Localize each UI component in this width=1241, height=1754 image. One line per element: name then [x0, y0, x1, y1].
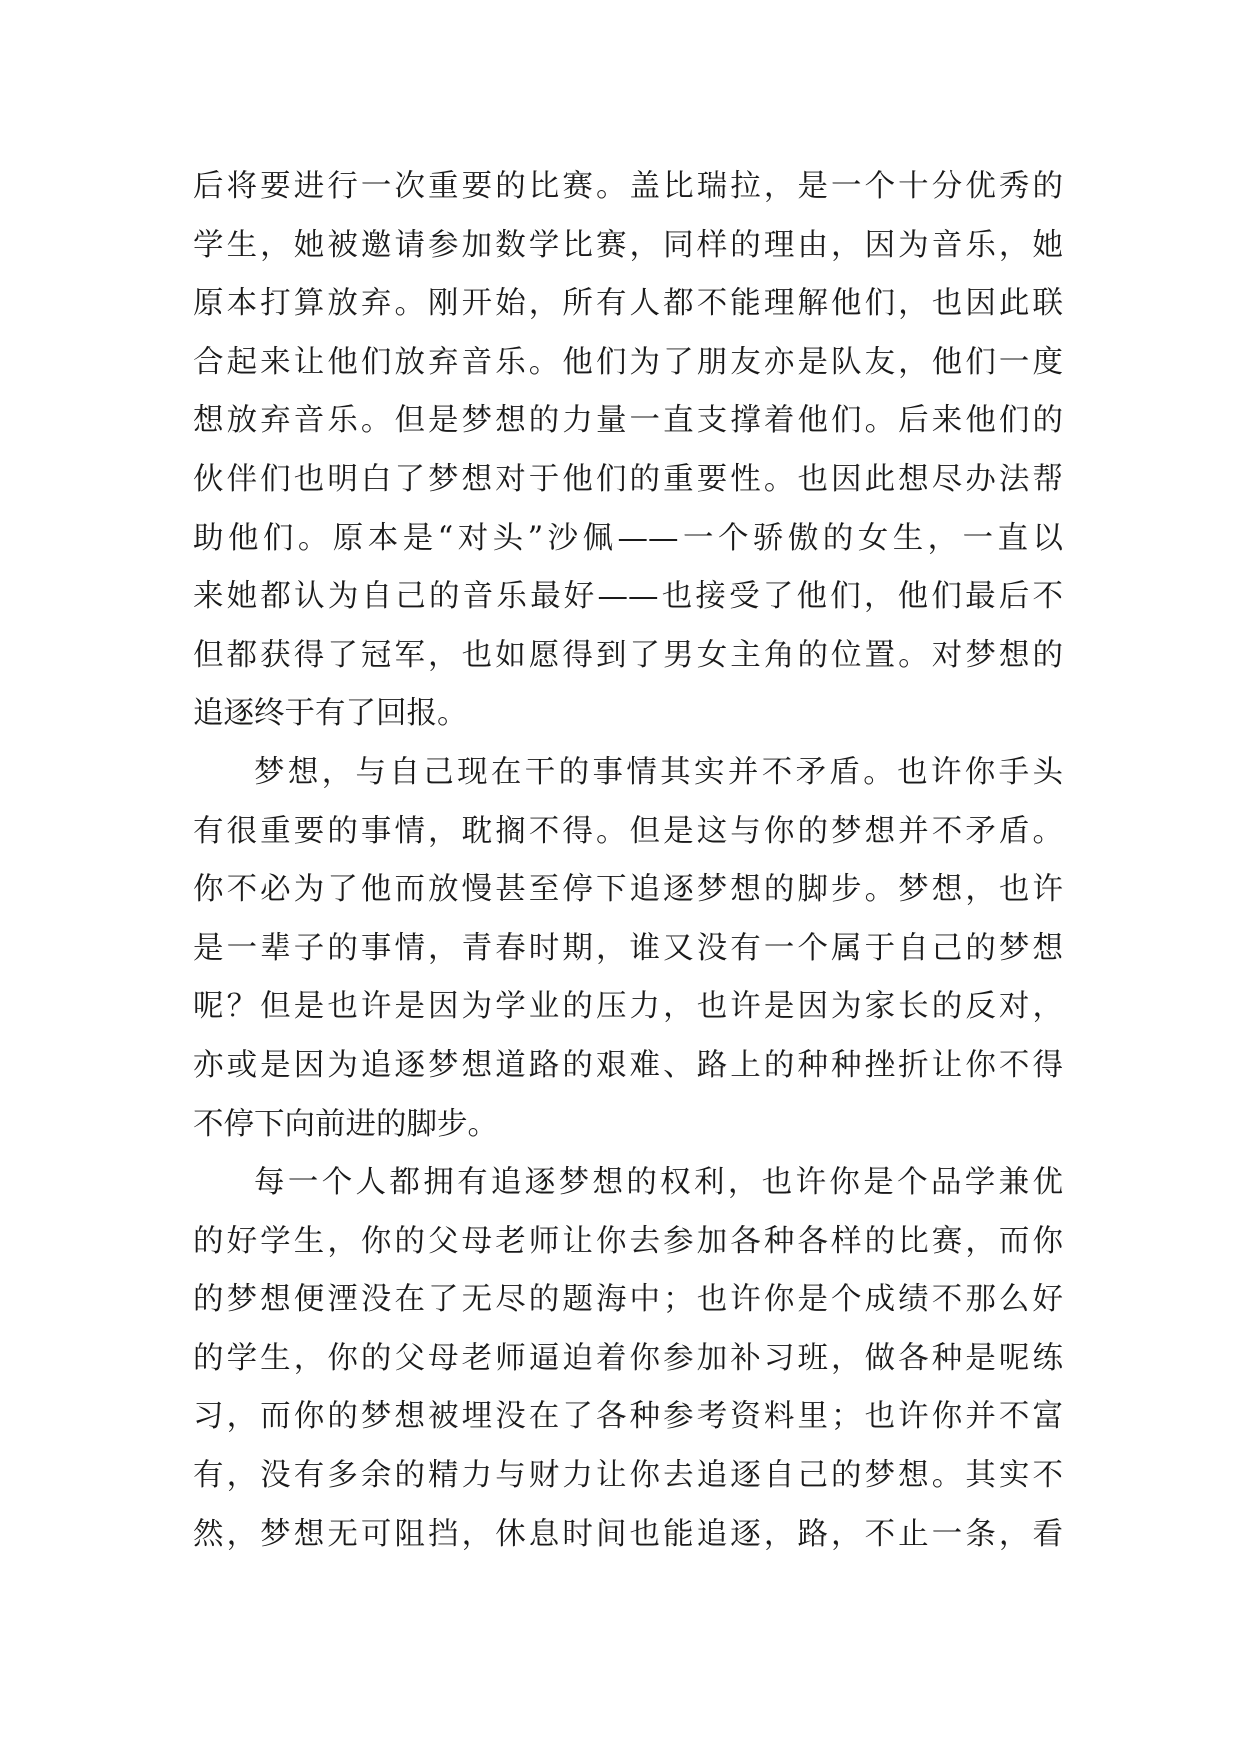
text-line: 来她都认为自己的音乐最好——也接受了他们，他们最后不: [193, 579, 1063, 615]
text-line: 不停下向前进的脚步。: [193, 1106, 498, 1142]
text-line: 梦想，与自己现在干的事情其实并不矛盾。也许你手头: [254, 754, 1063, 790]
text-line: 是一辈子的事情，青春时期，谁又没有一个属于自己的梦想: [193, 930, 1063, 966]
text-line: 呢？但是也许是因为学业的压力，也许是因为家长的反对，: [193, 989, 1063, 1025]
text-line: 原本打算放弃。刚开始，所有人都不能理解他们，也因此联: [193, 286, 1063, 322]
text-line: 的好学生，你的父母老师让你去参加各种各样的比赛，而你: [193, 1223, 1063, 1259]
text-line: 想放弃音乐。但是梦想的力量一直支撑着他们。后来他们的: [193, 403, 1063, 439]
text-line: 追逐终于有了回报。: [193, 696, 468, 732]
text-line: 的学生，你的父母老师逼迫着你参加补习班，做各种是呢练: [193, 1340, 1063, 1376]
paragraph: [193, 158, 1063, 744]
paragraph: [193, 1154, 1063, 1564]
text-line: 伙伴们也明白了梦想对于他们的重要性。也因此想尽办法帮: [193, 461, 1063, 497]
text-line: 每一个人都拥有追逐梦想的权利，也许你是个品学兼优: [254, 1165, 1063, 1201]
text-line: 然，梦想无可阻挡，休息时间也能追逐，路，不止一条，看: [193, 1516, 1063, 1552]
text-line: 合起来让他们放弃音乐。他们为了朋友亦是队友，他们一度: [193, 344, 1063, 380]
document-body: [193, 158, 1063, 1564]
text-line: 你不必为了他而放慢甚至停下追逐梦想的脚步。梦想，也许: [193, 872, 1063, 908]
text-line: 习，而你的梦想被埋没在了各种参考资料里；也许你并不富: [193, 1399, 1063, 1435]
paragraph: [193, 744, 1063, 1154]
text-line: 有很重要的事情，耽搁不得。但是这与你的梦想并不矛盾。: [193, 813, 1063, 849]
text-line: 后将要进行一次重要的比赛。盖比瑞拉，是一个十分优秀的: [193, 169, 1063, 204]
text-line: 助他们。原本是“对头”沙佩——一个骄傲的女生，一直以: [193, 520, 1063, 556]
text-line: 有，没有多余的精力与财力让你去追逐自己的梦想。其实不: [193, 1458, 1063, 1494]
text-line: 亦或是因为追逐梦想道路的艰难、路上的种种挫折让你不得: [193, 1047, 1063, 1083]
text-line: 学生，她被邀请参加数学比赛，同样的理由，因为音乐，她: [193, 227, 1063, 263]
text-line: 的梦想便湮没在了无尽的题海中；也许你是个成绩不那么好: [193, 1282, 1063, 1318]
text-line: 但都获得了冠军，也如愿得到了男女主角的位置。对梦想的: [193, 637, 1063, 673]
